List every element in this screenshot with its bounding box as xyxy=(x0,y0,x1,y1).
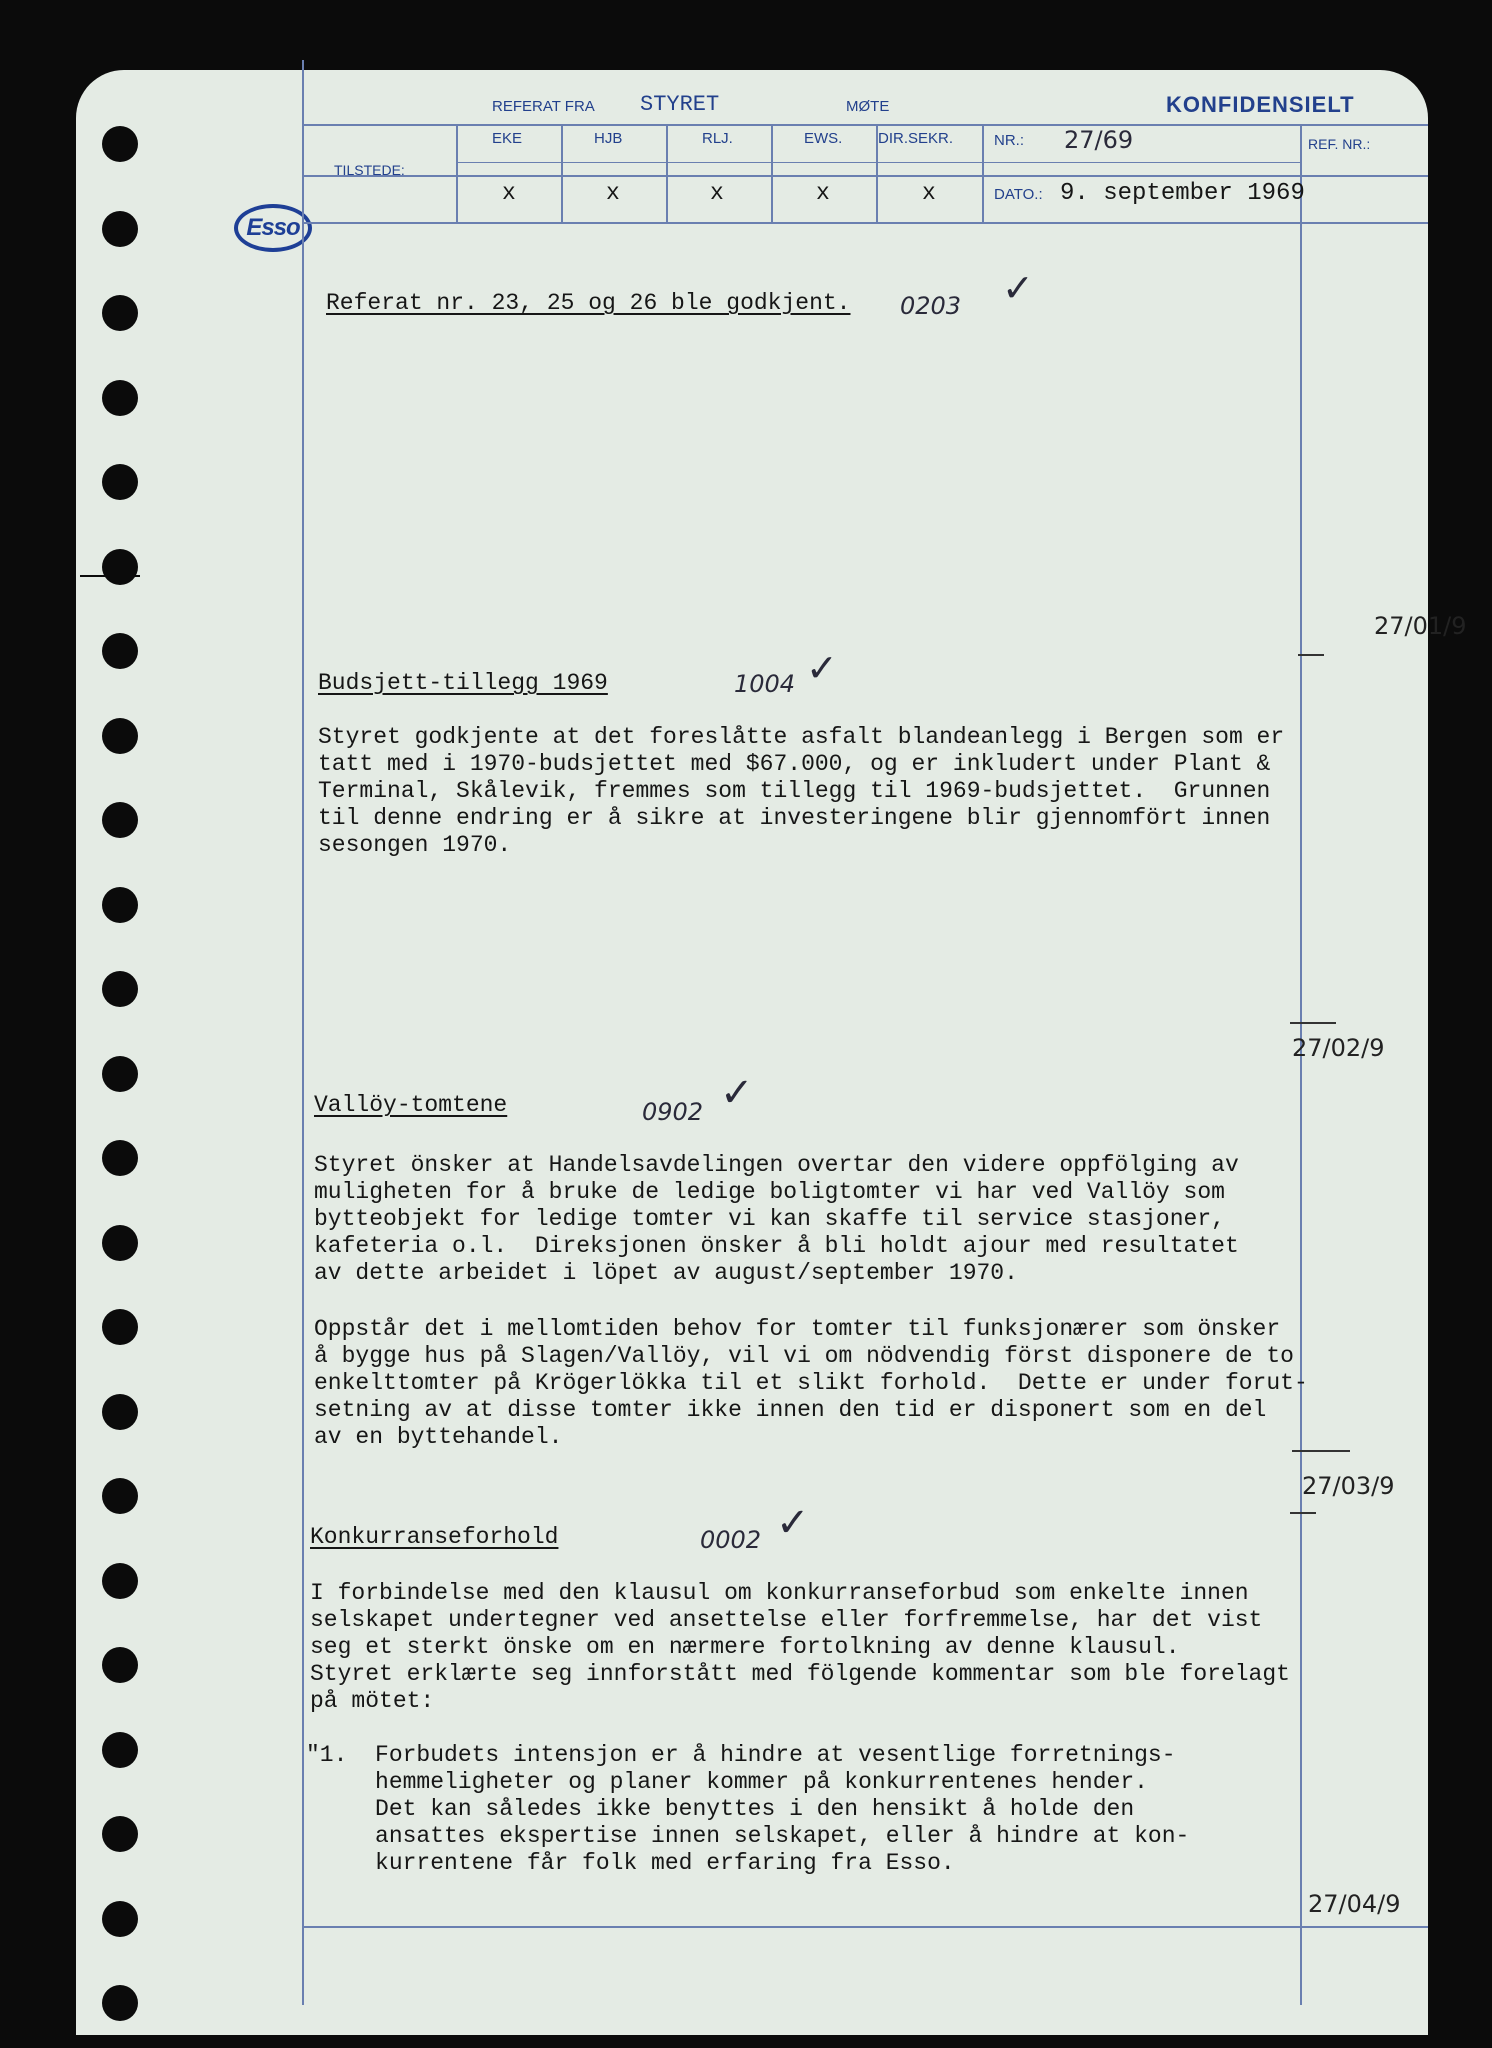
header-line-1 xyxy=(302,124,1428,126)
item-3-code: 0002 xyxy=(700,1526,762,1554)
attendee-rlj: RLJ. xyxy=(702,130,733,147)
dato-value: 9. september 1969 xyxy=(1060,180,1305,207)
checkmark-icon: ✓ xyxy=(1002,266,1034,310)
col-line xyxy=(771,124,773,222)
item-3-paragraph-0: I forbindelse med den klausul om konkurranseforbud som enkelte innen selskapet undertegner ved ansettelse eller forfremmelse, har det vist seg et sterkt önske om en nærmere fortolkning av denne klausul. Styret erklærte seg innforstått med fölgende kommentar som ble forelagt på mötet: xyxy=(310,1580,1290,1714)
footer-ref: 27/04/9 xyxy=(1308,1890,1401,1918)
item-2-ref: 27/02/9 xyxy=(1292,1034,1385,1062)
header-sub-line xyxy=(456,162,982,163)
mote-label: MØTE xyxy=(846,98,890,115)
nr-value: 27/69 xyxy=(1064,126,1134,154)
header-line-3 xyxy=(302,222,1428,224)
punch-hole xyxy=(102,1478,138,1514)
attendee-hjb: HJB xyxy=(594,130,623,147)
right-margin-line xyxy=(1300,124,1302,2005)
attendee-dirsekr: DIR.SEKR. xyxy=(878,130,954,147)
punch-hole xyxy=(102,1647,138,1683)
mark-dirsekr: x xyxy=(922,180,936,206)
logo-text: Esso xyxy=(246,214,300,241)
nr-label: NR.: xyxy=(994,132,1024,149)
punch-hole xyxy=(102,295,138,331)
dato-label: DATO.: xyxy=(994,186,1043,203)
referat-fra-label: REFERAT FRA xyxy=(492,98,595,115)
item-3-ref: 27/03/9 xyxy=(1302,1472,1395,1500)
ref-tick xyxy=(1290,1022,1336,1024)
item-1-title: Budsjett-tillegg 1969 xyxy=(318,670,608,696)
punch-hole xyxy=(102,802,138,838)
item-2-paragraph-1: Oppstår det i mellomtiden behov for tomter til funksjonærer som önsker å bygge hus på Slagen/Vallöy, vil vi om nödvendig först disponere de to enkelttomter på Krögerlökka til et slikt forhold. Dette er under forut- setning av at disse tomter ikke innen den tid er disponert som en del av en byttehandel. xyxy=(314,1316,1308,1450)
punch-hole xyxy=(102,633,138,669)
col-line xyxy=(982,124,984,222)
ref-nr-label: REF. NR.: xyxy=(1308,136,1371,152)
punch-hole xyxy=(102,1901,138,1937)
item-2-code: 0902 xyxy=(642,1098,704,1126)
punch-hole xyxy=(102,1563,138,1599)
tilstede-label: TILSTEDE: xyxy=(334,162,405,178)
punch-hole xyxy=(102,549,138,585)
confidential-label: KONFIDENSIELT xyxy=(1166,92,1355,117)
document-page xyxy=(76,70,1467,2035)
punch-hole xyxy=(102,1985,138,2021)
item-2-title: Vallöy-tomtene xyxy=(314,1092,508,1118)
punch-hole xyxy=(102,1056,138,1092)
item-0-code: 0203 xyxy=(900,292,962,320)
item-1-paragraph-0: Styret godkjente at det foreslåtte asfalt blandeanlegg i Bergen som er tatt med i 1970-budsjettet med $67.000, og er inkludert under Plant & Terminal, Skålevik, fremmes som tillegg til 1969-budsjettet. Grunnen til denne endring er å sikre at investeringene blir gjennomfört innen sesongen 1970. xyxy=(318,724,1285,858)
mark-hjb: x xyxy=(606,180,620,206)
attendee-eke: EKE xyxy=(492,130,523,147)
punch-hole xyxy=(102,1394,138,1430)
punch-hole xyxy=(102,1309,138,1345)
mark-eke: x xyxy=(502,180,516,206)
punch-hole xyxy=(102,380,138,416)
punch-hole xyxy=(102,464,138,500)
item-1-ref: 27/01/9 xyxy=(1374,612,1467,640)
item-1-code: 1004 xyxy=(734,670,796,698)
esso-logo xyxy=(234,204,312,252)
forum-value: STYRET xyxy=(640,92,720,117)
col-line xyxy=(456,124,458,222)
item-2-paragraph-0: Styret önsker at Handelsavdelingen overtar den videre oppfölging av muligheten for å bruke de ledige boligtomter vi har ved Vallöy som bytteobjekt for ledige tomter vi kan skaffe til service stasjoner, kafeteria o.l. Direksjonen önsker å bli holdt ajour med resultatet av dette arbeidet i löpet av august/september 1970. xyxy=(314,1152,1239,1286)
item-0-title: Referat nr. 23, 25 og 26 ble godkjent. xyxy=(326,290,851,316)
left-margin-line xyxy=(302,60,304,2005)
punch-hole xyxy=(102,1732,138,1768)
punch-hole xyxy=(102,1140,138,1176)
ref-tick xyxy=(1298,654,1324,656)
checkmark-icon: ✓ xyxy=(776,1500,810,1546)
punch-hole xyxy=(102,971,138,1007)
header-line-2 xyxy=(302,175,1428,177)
ref-tick xyxy=(1292,1450,1350,1452)
punch-hole xyxy=(102,1816,138,1852)
col-line xyxy=(561,124,563,222)
punch-hole xyxy=(102,718,138,754)
punch-hole xyxy=(102,887,138,923)
mark-rlj: x xyxy=(710,180,724,206)
punch-hole xyxy=(102,211,138,247)
checkmark-icon: ✓ xyxy=(720,1070,754,1116)
item-3-paragraph-1: "1. Forbudets intensjon er å hindre at vesentlige forretnings- hemmeligheter og planer kommer på konkurrentenes hender. Det kan således ikke benyttes i den hensikt å holde den ansattes ekspertise innen selskapet, eller å hindre at kon- kurrentene får folk med erfaring fra Esso. xyxy=(306,1742,1190,1876)
item-3-title: Konkurranseforhold xyxy=(310,1524,559,1550)
checkmark-icon: ✓ xyxy=(806,646,838,690)
header-sub-line-nr xyxy=(982,162,1300,163)
attendee-ews: EWS. xyxy=(804,130,843,147)
footer-line xyxy=(302,1926,1428,1928)
punch-hole xyxy=(102,1225,138,1261)
punch-hole xyxy=(102,126,138,162)
mark-ews: x xyxy=(816,180,830,206)
ref-tick xyxy=(1290,1512,1316,1514)
edge-tick xyxy=(80,575,140,577)
col-line xyxy=(666,124,668,222)
